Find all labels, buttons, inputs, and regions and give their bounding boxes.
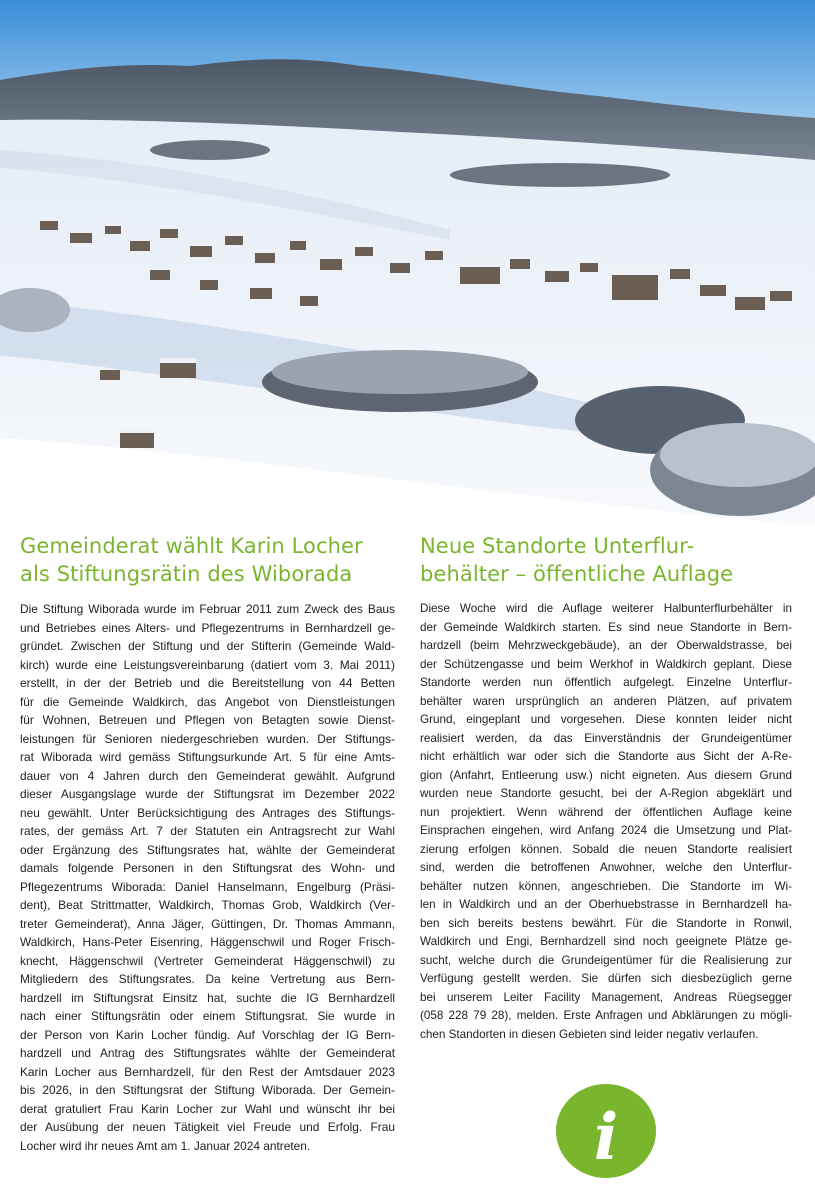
body-line: gion (Anfahrt, Entleerung usw.) nicht eigneten. Aus diesem Grund [420,768,792,782]
body-line: Pflegezentrums Wiborada: Daniel Hanselmann, Engelburg (Präsi- [20,879,395,894]
body-line: leistungen für Senioren niedergeschrieben wurden. Der Stiftungs- [20,731,395,746]
body-line: der Schützengasse und beim Werkhof in Waldkirch geplant. Diese [420,657,792,671]
headline-line: behälter – öffentliche Auflage [420,562,734,586]
body-line: treter Gemeinderat), Anna Jäger, Güttingen, Dr. Thomas Ammann, [20,916,395,931]
body-line: Die Stiftung Wiborada wurde im Februar 2011 zum Zweck des Baus [20,602,395,616]
article-stiftungsrat [20,532,395,1155]
headline-unterflurbehaelter [420,532,792,588]
body-line: chen Standorten in diesen Gebieten sind leider negativ verlaufen. [420,1027,759,1041]
info-icon [555,1083,657,1179]
body-line: Einsprachen eingehen, wird Anfang 2024 die Umsetzung und Plat- [420,824,792,837]
body-line: dauer von 4 Jahren durch den Gemeinderat gewählt. Aufgrund [20,768,395,783]
body-line: oder Ergänzung des Stiftungsrates hat, wählte der Gemeinderat [20,842,395,857]
body-line: erstellt, in der der Betrieb und die Bereitstellung von 44 Betten [20,676,395,690]
body-line: gründet. Zwischen der Stiftung und der Stifterin (Gemeinde Wald- [20,639,395,653]
body-line: (058 228 79 28), melden. Erste Anfragen und Abklärungen zu mögli- [420,1009,792,1022]
headline-line: Neue Standorte Unterflur- [420,534,695,558]
body-line: behälter waren ursprünglich an anderen Plätzen, auf privatem [420,694,792,708]
body-line: dieser Ausgangslage wurde der Stiftungsrat im Dezember 2022 [20,787,395,801]
body-line: bis 2026, in den Stiftungsrat der Stiftung Wiborada. Der Gemein- [20,1083,395,1097]
body-line: Mitgliedern des Stiftungsrates. Da keine Vertretung aus Bern- [20,972,395,986]
body-line: zierung erfolgen können. Sobald die neuen Standorte realisiert [420,842,792,856]
body-line: der Gemeinde Waldkirch starten. Es sind neue Standorte in Bern- [420,620,792,634]
body-line: Diese Woche wird die Auflage weiterer Halbunterflurbehälter in [420,602,792,615]
body-line: der Ausübung der neuen Tätigkeit viel Freude und Erfolg. Frau [20,1120,395,1134]
body-line: rat Wiborada wird gemäss Stiftungsurkunde Art. 5 für eine Amts- [20,750,395,764]
headline-line: als Stiftungsrätin des Wiborada [20,562,353,586]
body-line: ben sich bereits bestens bewährt. Für die Standorte in Ronwil, [420,916,792,930]
body-line: der Person von Karin Locher fündig. Auf Vorschlag der IG Bern- [20,1027,395,1042]
body-line: sucht, welche durch die Grundeigentümer für die Realisierung zur [420,953,792,967]
body-line: Karin Locher aus Bernhardzell, für den Rest der Amtsdauer 2023 [20,1064,395,1079]
body-line: nicht erhältlich war oder sich die Standorte aus Sicht der A-Re- [420,750,792,763]
body-line: für Wohnen, Betreuen und Pflegen von Betagten sowie Dienst- [20,713,395,727]
body-line: und Betriebes eines Alters- und Pflegezentrums in Bernhardzell ge- [20,620,395,635]
body-line: damals folgende Personen in den Stiftungsrat des Wohn- und [20,861,395,875]
headline-stiftungsrat [20,532,395,588]
body-line: Grund, eingeplant und vorgesehen. Diese konnten leider nicht [420,713,792,726]
body-line: sind, werden die betroffenen Anwohner, welche den Unterflur- [420,861,792,874]
winter-village-illustration [0,0,815,525]
body-line: bei unserem Leiter Facility Management, Andreas Rüegsegger [420,990,792,1004]
body-line: hardzell (beim Mehrzweckgebäude), an der Oberwaldstrasse, bei [420,639,792,652]
info-glyph: i [593,1100,619,1175]
body-line: Verfügung gestellt werden. Sie dürfen sich diesbezüglich gerne [420,972,792,985]
headline-line: Gemeinderat wählt Karin Locher [20,534,363,558]
body-line: hardzell und Antrag des Stiftungsrates wählte der Gemeinderat [20,1046,395,1060]
body-line: nun projektiert. Wenn während der öffentlichen Auflage keine [420,805,792,819]
hero-photo [0,0,815,525]
body-line: hardzell im Stiftungsrat Einsitz hat, suchte die IG Bernhardzell [20,990,395,1005]
info-badge [555,1083,657,1179]
body-line: für die Gemeinde Waldkirch, das Angebot von Dienstleistungen [20,694,395,709]
body-line: dent), Beat Strittmatter, Waldkirch, Thomas Grob, Waldkirch (Ver- [20,898,395,912]
body-line: wurden neue Standorte gesucht, bei der A-Region abgeklärt und [420,787,792,800]
body-line: nach einer Stiftungsrätin oder einem Stiftungsrat. Sie wurde in [20,1009,395,1023]
body-line: kirch) wurde eine Leistungsvereinbarung (datiert vom 3. Mai 2011) [20,657,395,672]
body-line: knecht, Häggenschwil (Vertreter Gemeinderat Häggenschwil) zu [20,953,395,968]
body-line: rates, der gemäss Art. 7 der Statuten ein Antragsrecht zur Wahl [20,824,395,838]
body-line: Locher wird ihr neues Amt am 1. Januar 2024 antreten. [20,1138,311,1153]
body-line: derat gratuliert Frau Karin Locher zur Wahl und wünscht ihr bei [20,1101,395,1116]
body-line: Standorte werden nun öffentlich aufgelegt. Einzelne Unterflur- [420,676,792,689]
body-line: Waldkirch, Hans-Peter Eisenring, Häggenschwil und Roger Frisch- [20,935,395,949]
body-line: realisiert werden, da das Einverständnis der Grundeigentümer [420,731,792,745]
body-line: behälter nutzen können, angeschrieben. Die Standorte im Wi- [420,879,792,893]
article-unterflurbehaelter [420,532,792,1044]
article-body [20,600,395,1155]
article-body [420,600,792,1044]
body-line: neu gewählt. Unter Berücksichtigung des Antrages des Stiftungs- [20,805,395,820]
body-line: Waldkirch und Engi, Bernhardzell sind noch geeignete Plätze ge- [420,935,792,948]
body-line: len in Waldkirch und an der Oberhuebstrasse in Bernhardzell ha- [420,898,792,911]
